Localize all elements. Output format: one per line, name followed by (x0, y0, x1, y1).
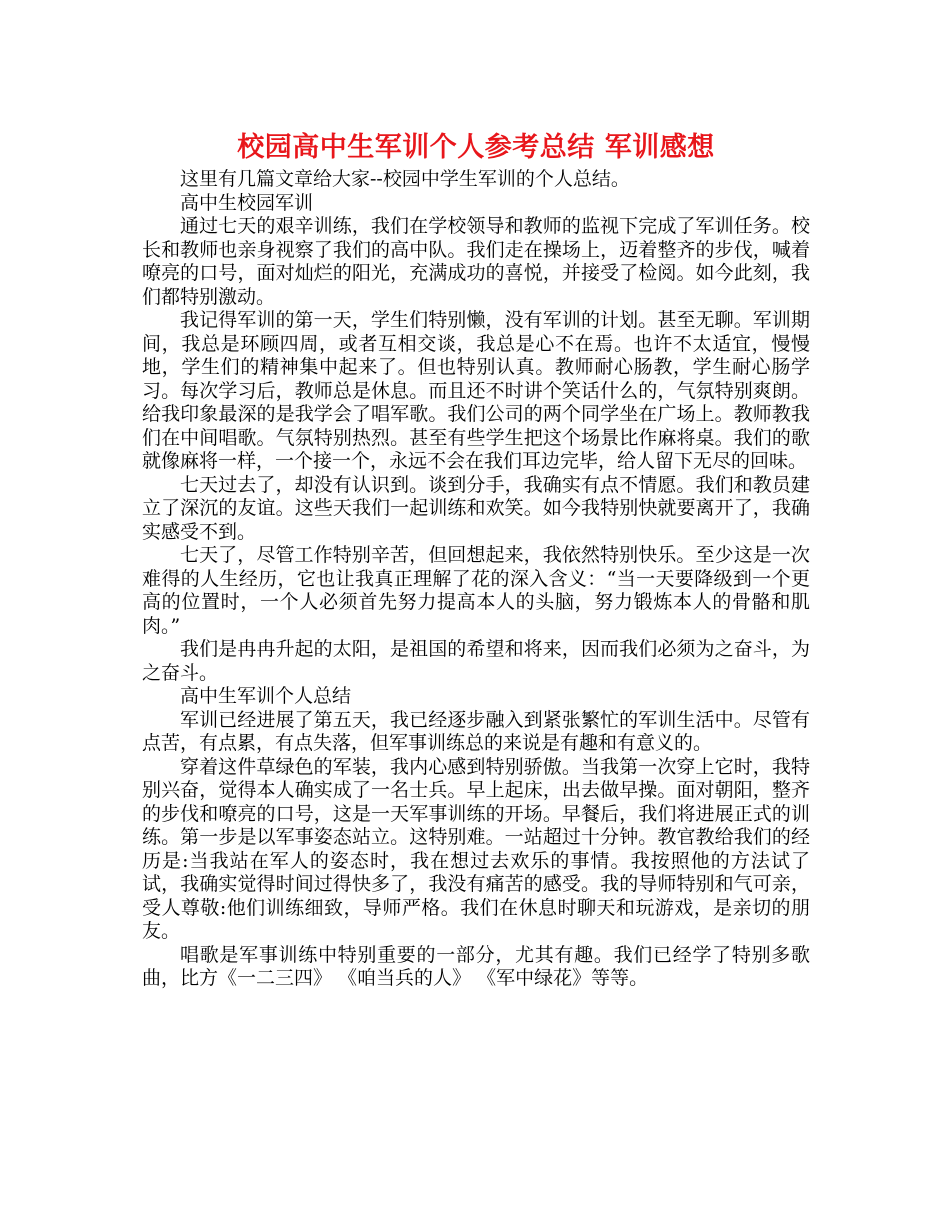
body-paragraph: 七天了，尽管工作特别辛苦，但回想起来，我依然特别快乐。至少这是一次难得的人生经历，它也让我真正理解了花的深入含义：“当一天要降级到一个更高的位置时，一个人必须首先努力提高本人的头脑，努力锻炼本人的骨骼和肌肉。” (142, 544, 810, 637)
body-paragraph: 军训已经进展了第五天，我已经逐步融入到紧张繁忙的军训生活中。尽管有点苦，有点累，有点失落，但军事训练总的来说是有趣和有意义的。 (142, 708, 810, 754)
document-title: 校园高中生军训个人参考总结 军训感想 (237, 132, 715, 163)
document-page (142, 128, 810, 991)
body-paragraph: 通过七天的艰辛训练，我们在学校领导和教师的监视下完成了军训任务。校长和教师也亲身视察了我们的高中队。我们走在操场上，迈着整齐的步伐，喊着嘹亮的口号，面对灿烂的阳光，充满成功的喜悦，并接受了检阅。如今此刻，我们都特别激动。 (142, 215, 810, 308)
intro-paragraph: 这里有几篇文章给大家--校园中学生军训的个人总结。 (180, 168, 630, 190)
body-paragraph: 我记得军训的第一天，学生们特别懒，没有军训的计划。甚至无聊。军训期间，我总是环顾四周，或者互相交谈，我总是心不在焉。也许不太适宜，慢慢地，学生们的精神集中起来了。但也特别认真。教师耐心肠教，学生耐心肠学习。每次学习后，教师总是休息。而且还不时讲个笑话什么的，气氛特别爽朗。给我印象最深的是我学会了唱军歌。我们公司的两个同学坐在广场上。教师教我们在中间唱歌。气氛特别热烈。甚至有些学生把这个场景比作麻将桌。我们的歌就像麻将一样，一个接一个，永远不会在我们耳边完毕，给人留下无尽的回味。 (142, 309, 810, 472)
body-paragraph: 穿着这件草绿色的军装，我内心感到特别骄傲。当我第一次穿上它时，我特别兴奋，觉得本人确实成了一名士兵。早上起床，出去做早操。面对朝阳，整齐的步伐和嘹亮的口号，这是一天军事训练的开场。早餐后，我们将进展正式的训练。第一步是以军事姿态站立。这特别难。一站超过十分钟。教官教给我们的经历是:当我站在军人的姿态时，我在想过去欢乐的事情。我按照他的方法试了试，我确实觉得时间过得快多了，我没有痛苦的感受。我的导师特别和气可亲，受人尊敬:他们训练细致，导师严格。我们在休息时聊天和玩游戏，是亲切的朋友。 (142, 755, 810, 942)
body-paragraph: 唱歌是军事训练中特别重要的一部分，尤其有趣。我们已经学了特别多歌曲，比方《一二三四》 《咱当兵的人》 《军中绿花》等等。 (142, 943, 810, 989)
body-paragraph: 我们是冉冉升起的太阳，是祖国的希望和将来，因而我们必须为之奋斗，为之奋斗。 (142, 638, 810, 684)
section-heading: 高中生校园军训 (180, 191, 314, 214)
section-heading: 高中生军训个人总结 (180, 685, 352, 707)
body-paragraph: 七天过去了，却没有认识到。谈到分手，我确实有点不情愿。我们和教员建立了深沉的友谊。这些天我们一起训练和欢笑。如今我特别快就要离开了，我确实感受不到。 (142, 473, 810, 543)
